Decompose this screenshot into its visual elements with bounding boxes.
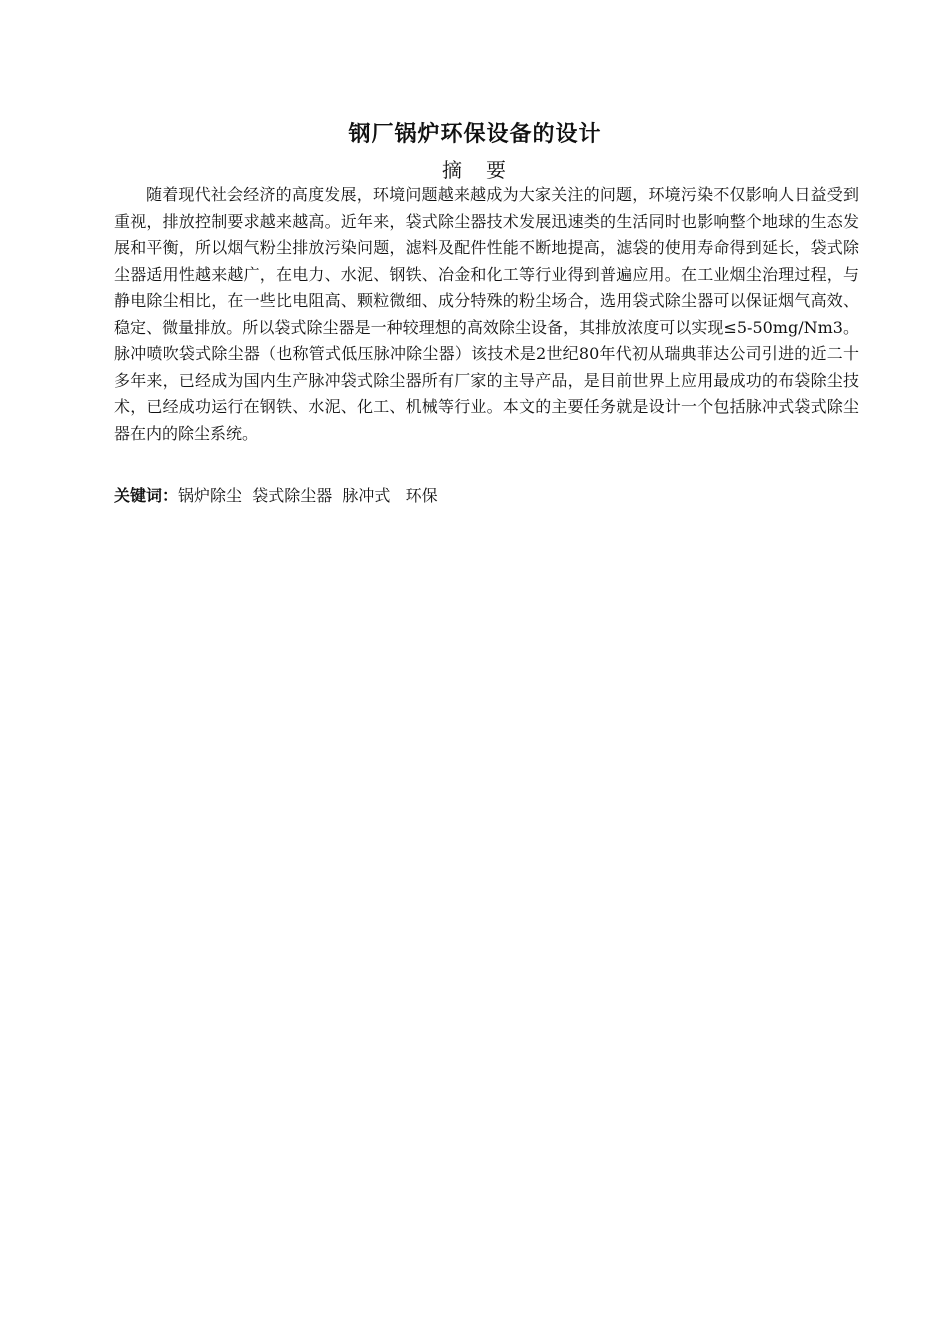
abstract-body: 随着现代社会经济的高度发展，环境问题越来越成为大家关注的问题，环境污染不仅影响人日益受到重视，排放控制要求越来越高。近年来，袋式除尘器技术发展迅速类的生活同时也影响整个地球的生态发展和平衡，所以烟气粉尘排放污染问题，滤料及配件性能不断地提高，滤袋的使用寿命得到延长，袋式除尘器适用性越来越广，在电力、水泥、钢铁、冶金和化工等行业得到普遍应用。在工业烟尘治理过程，与静电除尘相比，在一些比电阻高、颗粒微细、成分特殊的粉尘场合，选用袋式除尘器可以保证烟气高效、稳定、微量排放。所以袋式除尘器是一种较理想的高效除尘设备，其排放浓度可以实现≤5-50mg/Nm3。脉冲喷吹袋式除尘器（也称管式低压脉冲除尘器）该技术是2世纪80年代初从瑞典菲达公司引进的近二十多年来，已经成为国内生产脉冲袋式除尘器所有厂家的主导产品，是目前世界上应用最成功的布袋除尘技术，已经成功运行在钢铁、水泥、化工、机械等行业。本文的主要任务就是设计一个包括脉冲式袋式除尘器在内的除尘系统。 [114, 185, 859, 443]
keywords-label: 关键词： [114, 486, 179, 505]
keywords-line [114, 483, 859, 509]
abstract-heading: 摘 要 [442, 158, 508, 182]
document-title: 钢厂锅炉环保设备的设计 [348, 122, 602, 147]
keywords-text: 锅炉除尘 袋式除尘器 脉冲式 环保 [178, 486, 438, 505]
